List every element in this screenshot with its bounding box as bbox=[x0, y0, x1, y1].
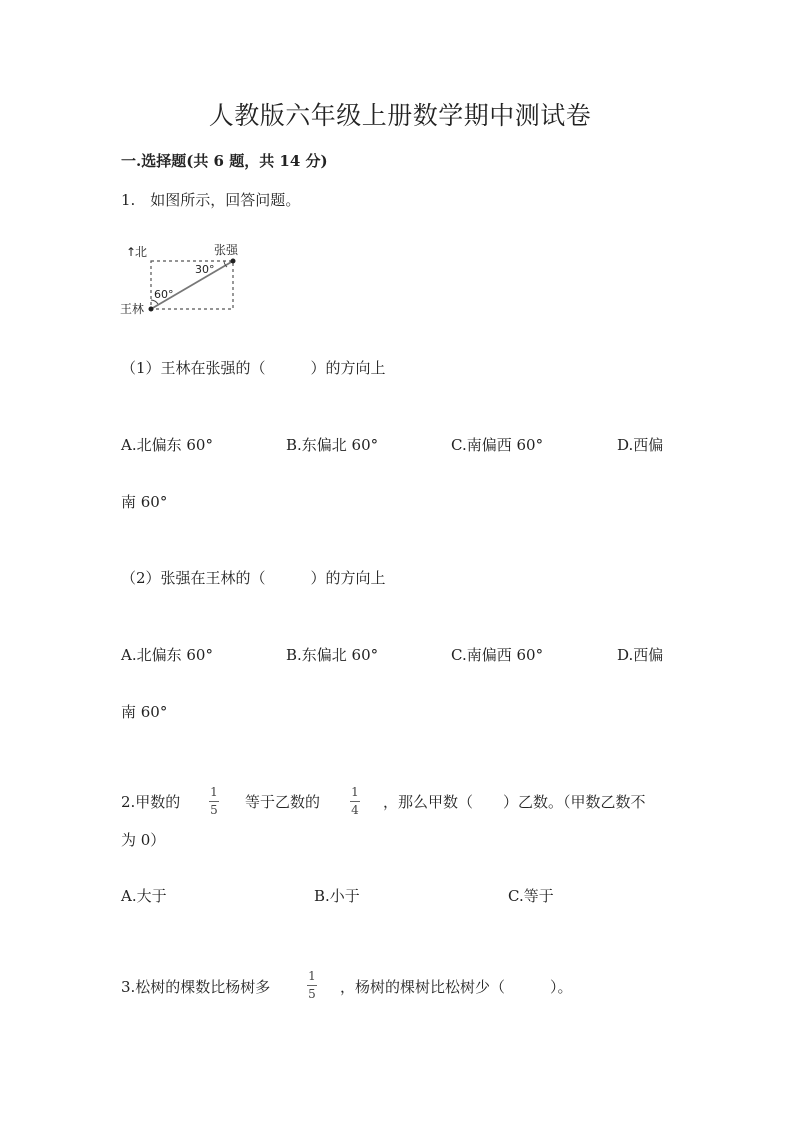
fraction-numerator: 1 bbox=[210, 785, 218, 799]
option-b[interactable]: B.东偏北 60° bbox=[286, 646, 379, 664]
angle-label-bottom: 60° bbox=[154, 288, 174, 301]
question-2-part2: 等于乙数的 bbox=[245, 793, 321, 811]
question-2-wrap: 为 0） bbox=[121, 831, 166, 849]
option-c[interactable]: C.等于 bbox=[508, 887, 554, 905]
fraction-bar bbox=[307, 985, 317, 986]
option-a[interactable]: A.北偏东 60° bbox=[121, 436, 213, 454]
option-a[interactable]: A.大于 bbox=[121, 887, 167, 905]
north-label: 北 bbox=[135, 245, 148, 259]
section-heading: 一.选择题(共 6 题，共 14 分) bbox=[121, 152, 328, 170]
fraction-bar bbox=[350, 801, 360, 802]
question-3-part2: ，杨树的棵树比松树少（ ）。 bbox=[340, 978, 573, 996]
fraction-one-fifth bbox=[307, 970, 317, 1001]
label-wanglin: 王林 bbox=[120, 302, 145, 316]
option-d-wrap: 南 60° bbox=[121, 703, 168, 721]
question-2-part1: 2.甲数的 bbox=[121, 793, 181, 811]
point-wanglin bbox=[149, 307, 154, 312]
question-3-part1: 3.松树的棵数比杨树多 bbox=[121, 978, 271, 996]
fraction-one-fourth bbox=[350, 786, 360, 817]
option-d[interactable]: D.西偏 bbox=[617, 436, 664, 454]
point-zhangqiang bbox=[231, 259, 236, 264]
fraction-denominator: 5 bbox=[308, 987, 316, 1001]
fraction-one-fifth bbox=[209, 786, 219, 817]
page-title: 人教版六年级上册数学期中测试卷 bbox=[208, 101, 592, 130]
option-a[interactable]: A.北偏东 60° bbox=[121, 646, 213, 664]
north-arrow-icon: ↑ bbox=[126, 245, 137, 259]
question-1-stem: 1. 如图所示，回答问题。 bbox=[121, 191, 301, 209]
sub-question-1-stem: （1）王林在张强的（ ）的方向上 bbox=[121, 359, 386, 377]
sub-question-2-stem: （2）张强在王林的（ ）的方向上 bbox=[121, 569, 386, 587]
fraction-numerator: 1 bbox=[308, 969, 316, 983]
angle-label-top: 30° bbox=[195, 263, 215, 276]
fraction-denominator: 4 bbox=[351, 803, 359, 817]
option-d[interactable]: D.西偏 bbox=[617, 646, 664, 664]
label-zhangqiang: 张强 bbox=[214, 243, 239, 257]
fraction-numerator: 1 bbox=[351, 785, 359, 799]
connecting-line bbox=[151, 261, 233, 309]
option-d-wrap: 南 60° bbox=[121, 493, 168, 511]
direction-diagram bbox=[118, 236, 258, 316]
question-2-part3: ，那么甲数（ ）乙数。（甲数乙数不 bbox=[383, 793, 646, 811]
option-c[interactable]: C.南偏西 60° bbox=[451, 436, 544, 454]
fraction-denominator: 5 bbox=[210, 803, 218, 817]
option-b[interactable]: B.小于 bbox=[314, 887, 360, 905]
option-b[interactable]: B.东偏北 60° bbox=[286, 436, 379, 454]
option-c[interactable]: C.南偏西 60° bbox=[451, 646, 544, 664]
fraction-bar bbox=[209, 801, 219, 802]
